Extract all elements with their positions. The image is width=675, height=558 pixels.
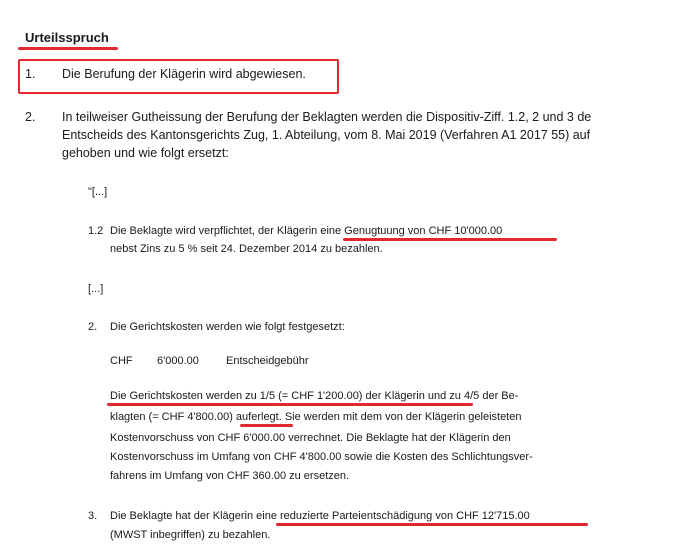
text-span: . Sie werden mit dem von der Klägerin geleisteten <box>278 411 522 423</box>
sub-item-number: 3. <box>88 510 98 522</box>
sub-item-text-line: (MWST inbegriffen) zu bezahlen. <box>110 529 271 541</box>
sub-item-text-line: Die Gerichtskosten werden wie folgt festgesetzt: <box>110 321 345 333</box>
paragraph-line: Kostenvorschuss im Umfang von CHF 4'800.00 sowie die Kosten des Schlichtungsver- <box>110 451 533 463</box>
text-span: und zu 4/5 der Be- <box>424 390 519 402</box>
highlight-underline <box>276 523 588 526</box>
text-span: Die Beklagte wird verpflichtet, der Klägerin <box>110 225 321 237</box>
text-span: klagten (= CHF 4'800.00) <box>110 411 236 423</box>
sub-item-text-line <box>110 510 530 522</box>
paragraph-line: fahrens im Umfang von CHF 360.00 zu ersetzen. <box>110 470 350 482</box>
heading-underline <box>18 47 118 50</box>
highlighted-text: auferlegt <box>235 411 279 423</box>
item-text-line: gehoben und wie folgt ersetzt: <box>62 146 229 160</box>
highlight-underline <box>107 403 473 406</box>
item-text-line: Entscheids des Kantonsgerichts Zug, 1. Abteilung, vom 8. Mai 2019 (Verfahren A1 2017 55) auf <box>62 128 591 142</box>
fee-currency: CHF <box>110 355 133 367</box>
item-number: 1. <box>25 67 36 81</box>
fee-amount: 6'000.00 <box>157 355 199 367</box>
paragraph-line <box>110 390 518 402</box>
paragraph-line <box>110 411 521 423</box>
highlight-underline <box>240 424 293 427</box>
highlighted-text: eine Genugtuung von CHF 10'000.00 <box>320 225 503 237</box>
quote-marker: "[...] <box>88 186 108 198</box>
item-text: Die Berufung der Klägerin wird abgewiesen. <box>62 67 306 81</box>
paragraph-line: Kostenvorschuss von CHF 6'000.00 verrechnet. Die Beklagte hat der Klägerin den <box>110 432 511 444</box>
text-span: Die Beklagte hat der Klägerin <box>110 510 257 522</box>
sub-item-text-line <box>110 225 502 237</box>
item-number: 2. <box>25 110 36 124</box>
sub-item-number: 1.2 <box>88 225 104 237</box>
page-title: Urteilsspruch <box>25 30 109 45</box>
sub-item-number: 2. <box>88 321 98 333</box>
highlight-underline <box>343 238 557 241</box>
item-text-line: In teilweiser Gutheissung der Berufung der Beklagten werden die Dispositiv-Ziff. 1.2, 2 und 3 de <box>62 110 592 124</box>
ellipsis: [...] <box>88 283 104 295</box>
highlighted-text: Die Gerichtskosten werden zu 1/5 (= CHF 1'200.00) der Klägerin <box>110 390 425 402</box>
highlighted-text: eine reduzierte Parteientschädigung von CHF 12'715.00 <box>256 510 530 522</box>
sub-item-text-line: nebst Zins zu 5 % seit 24. Dezember 2014 zu bezahlen. <box>110 243 383 255</box>
fee-label: Entscheidgebühr <box>226 355 309 367</box>
